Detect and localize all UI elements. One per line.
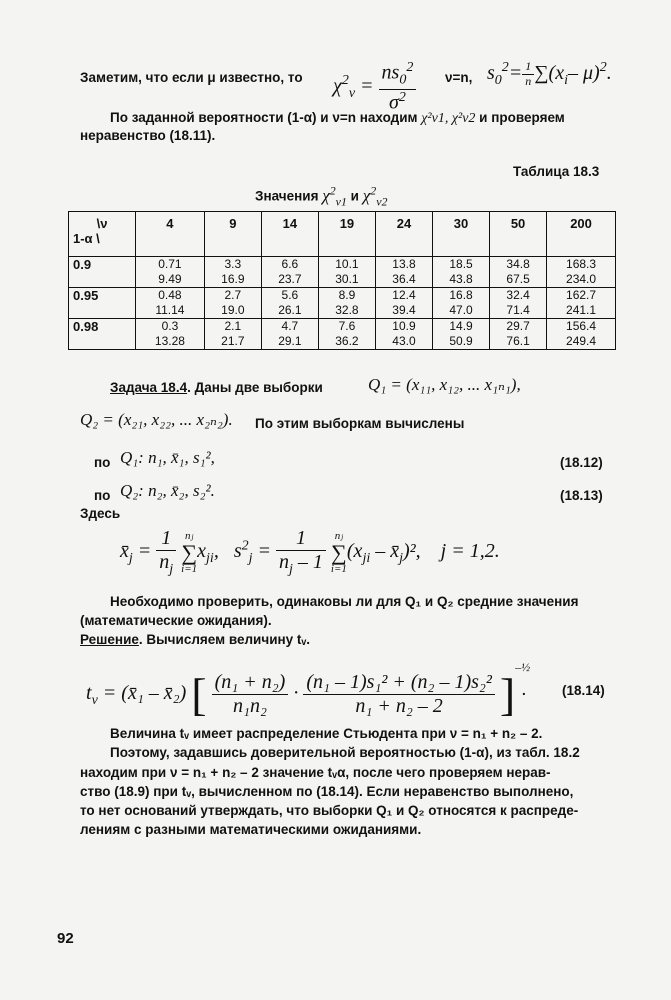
table-cell — [547, 319, 616, 350]
s0-tail: – μ) — [567, 61, 600, 84]
sum2-top: nⱼ — [334, 529, 344, 542]
table-cell — [318, 319, 375, 350]
mean-frac-den: n — [159, 551, 170, 573]
t-power: –½ — [515, 660, 531, 674]
chi-upper-value: 36.2 — [335, 334, 359, 348]
task-line1 — [110, 380, 323, 395]
s0-sum: ∑(x — [534, 61, 565, 84]
means-formula: $x̄_j$ = $\frac{1}{n_j}$ nⱼ ∑ i=1 $x_{ji}$, $s^2_j$ = $\frac{1}{n_j - 1}$ nⱼ ∑ i=1 ($x_{ji}$ – $x̄_j)^2$, j = 1,2. — [120, 527, 500, 577]
s0-frac-den: n — [525, 73, 532, 88]
table-cell — [547, 288, 616, 319]
col-header: 9 — [204, 212, 261, 257]
sq-sub: ji — [362, 551, 371, 567]
table-cell — [375, 288, 432, 319]
chi-square-table — [68, 211, 616, 350]
s0-frac-num: 1 — [522, 60, 534, 75]
chi-lower-value: 10.1 — [335, 257, 359, 271]
s0-tail-sup: 2 — [599, 60, 607, 76]
table-cell — [261, 319, 318, 350]
num-sub: 0 — [399, 72, 407, 88]
chi-upper-value: 43.8 — [449, 272, 473, 286]
table-cell — [318, 288, 375, 319]
table-cell — [490, 257, 547, 288]
chi-lower-value: 168.3 — [566, 257, 597, 271]
chi-lower-value: 3.3 — [224, 257, 242, 271]
sq-mid-sub: j — [399, 551, 403, 567]
chi-fraction — [379, 60, 417, 114]
solution-label: Решение — [80, 632, 139, 647]
chi-lower-value: 12.4 — [392, 288, 416, 302]
chi2: χ — [362, 185, 371, 205]
eq-18-12: (18.12) — [560, 455, 603, 470]
chi-lower-value: 0.3 — [161, 319, 179, 333]
chi-lower-value: 32.4 — [506, 288, 530, 302]
po2: по — [94, 488, 111, 503]
row-label: 0.98 — [69, 319, 136, 350]
chi-lower-value: 34.8 — [506, 257, 530, 271]
stat2: Q₂: n₂, x̄₂, s₂². — [120, 481, 215, 500]
var-frac-den: n — [279, 551, 290, 573]
col-header: 50 — [490, 212, 547, 257]
table-header-row — [69, 212, 616, 257]
chi-lower-value: 6.6 — [281, 257, 299, 271]
var-frac-num: 1 — [276, 527, 326, 551]
para3-line1: Величина tᵥ имеет распределение Стьюдента при ν = n₁ + n₂ – 2. — [110, 726, 543, 741]
solution-text: . Вычисляем величину tᵥ. — [138, 632, 311, 647]
chi-upper-value: 71.4 — [506, 303, 530, 317]
chi-square-formula — [333, 60, 416, 114]
chi1: χ — [322, 185, 330, 205]
col-header: 4 — [136, 212, 205, 257]
chi-lower-value: 162.7 — [566, 288, 597, 302]
sum2-bot: i=1 — [330, 562, 347, 575]
chi-upper-value: 16.9 — [221, 272, 245, 286]
table-cell — [136, 288, 205, 319]
s-j-sub: j — [248, 551, 253, 567]
table-cell — [318, 257, 375, 288]
corner-bottom: 1-α \ — [73, 231, 100, 246]
task-text1: . Даны две выборки — [187, 380, 323, 395]
eq-18-13: (18.13) — [560, 488, 603, 503]
para1-end: и проверяем — [479, 110, 565, 125]
chi-sup: 2 — [341, 73, 349, 89]
intro-text: Заметим, что если μ известно, то — [80, 70, 303, 85]
chi-upper-value: 76.1 — [506, 334, 530, 348]
table-cell — [204, 319, 261, 350]
chi1-sub: ν1 — [335, 194, 347, 209]
row-label: 0.9 — [69, 257, 136, 288]
table-cell — [433, 257, 490, 288]
col-header: 30 — [433, 212, 490, 257]
t-symbol: t — [86, 682, 92, 704]
para3-line5: то нет оснований утверждать, что выборки Q₁ и Q₂ относятся к распреде- — [80, 803, 579, 818]
para3-line6: лениям с разными математическими ожиданиями. — [80, 822, 422, 837]
chi-upper-value: 43.0 — [392, 334, 416, 348]
chi-lower-value: 29.7 — [506, 319, 530, 333]
chi-upper-value: 47.0 — [449, 303, 473, 317]
chi-upper-value: 29.1 — [278, 334, 302, 348]
equals: = — [360, 74, 374, 97]
mean-diff: = (x̄₁ – x̄₂) — [102, 682, 187, 704]
sum2-sign: ∑ — [331, 539, 347, 565]
table-title-prefix: Значения — [255, 188, 319, 204]
table-title — [255, 183, 387, 209]
chi-lower-value: 7.6 — [338, 319, 356, 333]
col-header: 24 — [375, 212, 432, 257]
chi-lower-value: 16.8 — [449, 288, 473, 302]
para3-line4: ство (18.9) при tᵥ, вычисленном по (18.14). Если неравенство выполнено, — [80, 784, 574, 799]
chi-lower-value: 0.71 — [158, 257, 182, 271]
s0-sub-i: i — [564, 72, 568, 88]
chi-upper-value: 23.7 — [278, 272, 302, 286]
chi-upper-value: 32.8 — [335, 303, 359, 317]
s-j: s — [233, 540, 242, 563]
mean-den-sub: j — [169, 562, 174, 577]
row-label: 0.95 — [69, 288, 136, 319]
table-cell — [433, 288, 490, 319]
table-row — [69, 288, 616, 319]
solution-line — [80, 632, 310, 647]
t-formula: $t_v$ = (x̄₁ – x̄₂) [ $\frac{\text{(n₁ + n₂)}}{\text{n₁n₂}}$ · $\frac{\text{(n₁ – 1)s₁² + (n₂ – 1)s₂²}}{\text{n₁ + n₂ – 2}}$ ]$^{-\frac{1}{2}}$ — [86, 660, 531, 720]
table-cell — [490, 288, 547, 319]
col-header: 200 — [547, 212, 616, 257]
chi-lower-value: 5.6 — [281, 288, 299, 302]
col-header: 19 — [318, 212, 375, 257]
para1-text: По заданной вероятности (1-α) и ν=n находим — [110, 110, 418, 125]
para3-line3: находим при ν = n₁ + n₂ – 2 значение tᵥα, после чего проверяем нерав- — [80, 765, 551, 780]
table-cell — [204, 288, 261, 319]
den-sup: 2 — [398, 89, 406, 105]
sum-top: nⱼ — [184, 529, 194, 542]
sq-end: )², — [403, 540, 421, 563]
para2-line1: Необходимо проверить, одинаковы ли для Q₁ и Q₂ средние значения — [110, 594, 579, 609]
chi-sub: v — [348, 85, 356, 101]
t-frac2-den: n₁ + n₂ – 2 — [355, 694, 443, 717]
task-label: Задача 18.4 — [110, 380, 188, 395]
chi-upper-value: 39.4 — [392, 303, 416, 317]
chi-upper-value: 30.1 — [335, 272, 359, 286]
table-cell — [261, 288, 318, 319]
chi-upper-value: 67.5 — [506, 272, 530, 286]
chi-upper-value: 50.9 — [449, 334, 473, 348]
s0-formula: $s_0^2=$ $\frac{1}{n}$ $\sum(x_i-$ μ)$^2$. — [487, 59, 612, 88]
chi-symbol: χ — [333, 74, 342, 97]
chi-upper-value: 9.49 — [158, 272, 182, 286]
chi-lower-value: 13.8 — [392, 257, 416, 271]
table-cell — [375, 319, 432, 350]
var-den-sub: j — [289, 562, 293, 577]
col-header: 14 — [261, 212, 318, 257]
chi-lower-value: 4.7 — [281, 319, 299, 333]
chi-pair: χ²ν1, χ²ν2 — [421, 111, 476, 126]
chi-lower-value: 2.1 — [224, 319, 242, 333]
j-values: j = 1,2. — [440, 540, 500, 563]
frac-denominator: σ — [388, 91, 399, 114]
x-ji: x — [197, 540, 207, 563]
chi2-sup: 2 — [370, 183, 377, 197]
chi-upper-value: 241.1 — [566, 303, 597, 317]
s0-sup: 2 — [501, 60, 509, 76]
chi-upper-value: 234.0 — [566, 272, 597, 286]
chi-upper-value: 19.0 — [221, 303, 245, 317]
t-frac1-num: (n₁ + n₂) — [212, 671, 289, 695]
mean-frac-num: 1 — [156, 527, 176, 551]
chi-upper-value: 21.7 — [221, 334, 245, 348]
chi-lower-value: 156.4 — [566, 319, 597, 333]
here-label: Здесь — [80, 506, 121, 521]
t-frac1-den: n₁n₂ — [233, 694, 267, 717]
chi-lower-value: 2.7 — [224, 288, 242, 302]
para3-line2: Поэтому, задавшись доверительной вероятностью (1-α), из табл. 18.2 — [110, 745, 580, 760]
chi-upper-value: 11.14 — [155, 303, 185, 317]
sum-bot: i=1 — [181, 562, 198, 575]
table-cell — [547, 257, 616, 288]
var-den-minus: – 1 — [297, 551, 323, 573]
page-number: 92 — [57, 930, 74, 947]
stat1: Q₁: n₁, x̄₁, s₁², — [120, 448, 215, 467]
t-period: . — [522, 683, 526, 698]
task-text2: По этим выборкам вычислены — [255, 416, 465, 431]
eq-18-14: (18.14) — [562, 683, 605, 698]
para1-line2: неравенство (18.11). — [80, 128, 216, 143]
t-frac2-num: (n₁ – 1)s₁² + (n₂ – 1)s₂² — [303, 671, 495, 695]
table-row — [69, 257, 616, 288]
s0-sub: 0 — [494, 72, 502, 88]
table-cell — [375, 257, 432, 288]
chi1-sup: 2 — [329, 183, 336, 197]
chi-lower-value: 10.9 — [392, 319, 416, 333]
corner-top: \ν — [96, 216, 108, 231]
table-cell — [433, 319, 490, 350]
sq-open: (x — [346, 540, 363, 563]
chi-lower-value: 18.5 — [449, 257, 473, 271]
q1-formula: Q₁ = (x₁₁, x₁₂, ... x₁ₙ₁), — [368, 375, 521, 394]
chi-lower-value: 14.9 — [449, 319, 473, 333]
t-dot: · — [293, 682, 299, 704]
t-sub: v — [91, 693, 98, 708]
num-sup: 2 — [406, 60, 414, 75]
chi-lower-value: 8.9 — [338, 288, 356, 302]
table-row — [69, 319, 616, 350]
para1-line1 — [110, 110, 565, 127]
po1: по — [94, 455, 111, 470]
table-cell — [261, 257, 318, 288]
chi-upper-value: 13.28 — [154, 334, 185, 348]
chi-upper-value: 249.4 — [566, 334, 597, 348]
corner-cell — [69, 212, 136, 257]
table-cell — [204, 257, 261, 288]
q2-formula: Q₂ = (x₂₁, x₂₂, ... x₂ₙ₂). — [80, 410, 233, 429]
chi-upper-value: 26.1 — [278, 303, 302, 317]
table-cell — [136, 319, 205, 350]
chi2-sub: ν2 — [376, 194, 388, 209]
s0-symbol: s — [487, 61, 495, 84]
x-ji-sub: ji — [206, 551, 214, 567]
table-cell — [136, 257, 205, 288]
xbar-j-sub: j — [128, 551, 133, 567]
frac-numerator: ns — [381, 61, 400, 84]
sq-mid: – x̄ — [375, 540, 400, 563]
chi-upper-value: 36.4 — [392, 272, 416, 286]
nu-eq-n: ν=n, — [445, 70, 473, 85]
xbar-j: x̄ — [120, 540, 129, 563]
table-cell — [490, 319, 547, 350]
sum-sign: ∑ — [181, 539, 197, 565]
title-and: и — [350, 188, 359, 204]
chi-lower-value: 0.48 — [158, 288, 182, 302]
para2-line2: (математические ожидания). — [80, 613, 272, 628]
table-caption: Таблица 18.3 — [513, 164, 600, 179]
